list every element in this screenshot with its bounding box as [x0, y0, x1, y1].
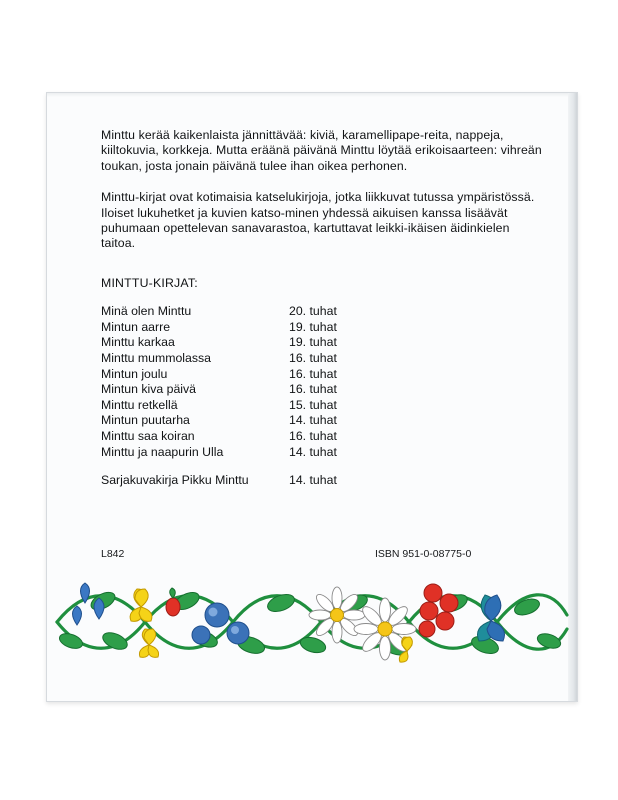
- book-title: Mintun puutarha: [101, 413, 190, 428]
- book-title: Minttu retkellä: [101, 397, 178, 412]
- book-title: Minttu mummolassa: [101, 351, 212, 366]
- series-book-table: [101, 304, 337, 489]
- blurb-paragraph-1: Minttu kerää kaikenlaista jännittävää: kiviä, karamellipape-reita, nappeja, kiiltokuvia, korkkeja. Mutta eräänä päivänä Minttu löytää erikoisaarteen: vihreän toukan, josta jonain päivänä tulee ihan oikea perhonen.: [101, 128, 542, 173]
- table-row: [101, 335, 337, 351]
- book-title: Minttu karkaa: [101, 335, 175, 350]
- blueberries: [192, 603, 249, 644]
- book-printing: 15. tuhat: [289, 397, 337, 412]
- table-row: [101, 304, 337, 320]
- book-printing: 16. tuhat: [289, 429, 337, 443]
- table-row: [101, 351, 337, 367]
- catalog-code: L842: [101, 548, 125, 560]
- book-printing: 19. tuhat: [289, 335, 337, 350]
- red-berry-cluster: [419, 584, 458, 637]
- table-row: [101, 320, 337, 336]
- table-spacer-row: [101, 460, 337, 473]
- book-spine-edge: [568, 93, 577, 701]
- table-row: [101, 413, 337, 429]
- spacer-cell: [101, 460, 289, 473]
- floral-vine-border-illustration: [55, 567, 569, 677]
- table-row: [101, 473, 337, 489]
- book-title: Mintun aarre: [101, 319, 171, 334]
- red-bud: [166, 588, 180, 616]
- back-cover-text-block: [101, 128, 547, 489]
- book-back-cover: [46, 92, 578, 702]
- table-row: [101, 429, 337, 445]
- book-title: Minttu ja naapurin Ulla: [101, 444, 224, 459]
- spacer-cell: [289, 460, 337, 473]
- book-printing: 14. tuhat: [289, 444, 337, 459]
- book-printing: 14. tuhat: [289, 473, 337, 488]
- table-row: [101, 367, 337, 383]
- book-printing: 16. tuhat: [289, 382, 337, 397]
- book-printing: 19. tuhat: [289, 319, 337, 334]
- blurb-paragraph-2: Minttu-kirjat ovat kotimaisia katselukirjoja, jotka liikkuvat tutussa ympäristössä. Iloiset lukuhetket ja kuvien katso-minen yhdessä aikuisen kanssa lisäävät puhumaan opettelevan sanavarastoa, kartuttavat leikki-ikäisen äidinkielen taitoa.: [101, 190, 535, 251]
- book-title: Minttu saa koiran: [101, 429, 195, 443]
- book-top-edge: [47, 93, 577, 97]
- book-printing: 16. tuhat: [289, 351, 337, 366]
- book-title: Sarjakuvakirja Pikku Minttu: [101, 473, 249, 488]
- book-printing: 16. tuhat: [289, 366, 337, 381]
- table-row: [101, 382, 337, 398]
- book-title: Mintun joulu: [101, 366, 168, 381]
- table-row: [101, 445, 337, 461]
- book-printing: 20. tuhat: [289, 304, 337, 319]
- book-title: Mintun kiva päivä: [101, 382, 197, 397]
- book-title: Minä olen Minttu: [101, 304, 192, 319]
- isbn-number: ISBN 951-0-08775-0: [375, 548, 472, 560]
- book-printing: 14. tuhat: [289, 413, 337, 428]
- series-list-heading: MINTTU-KIRJAT:: [101, 275, 198, 290]
- table-row: [101, 398, 337, 414]
